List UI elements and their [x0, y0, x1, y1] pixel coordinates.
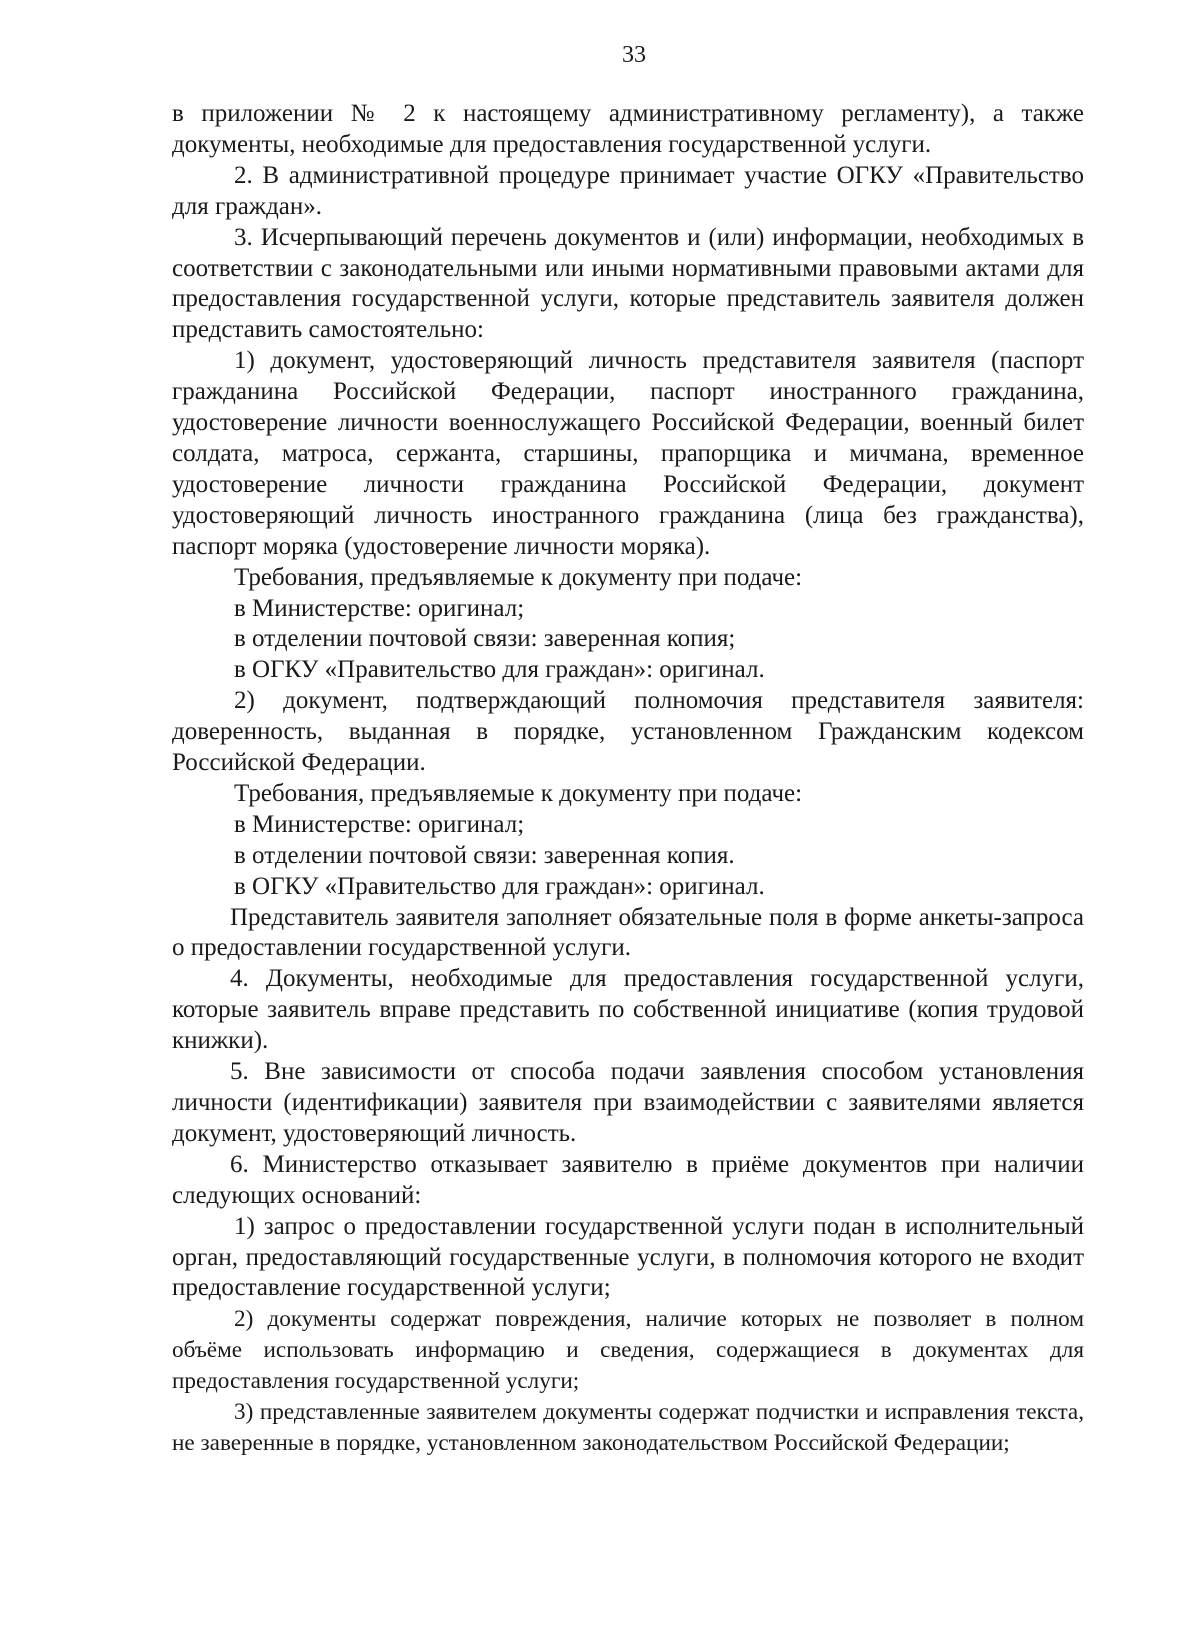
paragraph: 5. Вне зависимости от способа подачи заявления способом установления личности (идентификации) заявителя при взаимодействии с заявителями является документ, удостоверяющий личность.: [172, 1058, 1084, 1147]
paragraph: Представитель заявителя заполняет обязательные поля в форме анкеты-запроса о предоставлении государственной услуги.: [172, 903, 1084, 962]
paragraph: в ОГКУ «Правительство для граждан»: оригинал.: [234, 872, 765, 900]
paragraph: 2. В административной процедуре принимает участие ОГКУ «Правительство для граждан».: [172, 161, 1084, 220]
paragraph: 1) документ, удостоверяющий личность представителя заявителя (паспорт гражданина Российской Федерации, паспорт иностранного гражданина, удостоверение личности военнослужащего Российской Федерации, военный билет солдата, матроса, сержанта, старшины, прапорщика и мичмана, временное удостоверение личности гражданина Российской Федерации, документ удостоверяющий личность иностранного гражданина (лица без гражданства), паспорт моряка (удостоверение личности моряка).: [172, 347, 1084, 560]
document-body: [172, 99, 1084, 1459]
paragraph: в Министерстве: оригинал;: [234, 594, 525, 622]
paragraph: 3) представленные заявителем документы содержат подчистки и исправления текста, не заверенные в порядке, установленном законодательством Российской Федерации;: [172, 1399, 1084, 1456]
paragraph: Требования, предъявляемые к документу при подаче:: [234, 779, 803, 807]
paragraph: в ОГКУ «Правительство для граждан»: оригинал.: [234, 656, 765, 684]
page-number: 33: [622, 42, 646, 68]
paragraph: в приложении № 2 к настоящему административному регламенту), а также документы, необходимые для предоставления государственной услуги.: [172, 100, 1084, 158]
paragraph: Требования, предъявляемые к документу при подаче:: [234, 563, 803, 591]
paragraph: 6. Министерство отказывает заявителю в приёме документов при наличии следующих оснований:: [172, 1150, 1084, 1209]
paragraph: 3. Исчерпывающий перечень документов и (или) информации, необходимых в соответствии с законодательными или иными нормативными правовыми актами для предоставления государственной услуги, которые представитель заявителя должен представить самостоятельно:: [172, 223, 1084, 344]
paragraph: в отделении почтовой связи: заверенная копия;: [234, 625, 736, 653]
paragraph: 2) документ, подтверждающий полномочия представителя заявителя: доверенность, выданная в порядке, установленном Гражданским кодексом Российской Федерации.: [172, 687, 1084, 777]
paragraph: в Министерстве: оригинал;: [234, 810, 525, 838]
paragraph: 1) запрос о предоставлении государственной услуги подан в исполнительный орган, предоставляющий государственные услуги, в полномочия которого не входит предоставление государственной услуги;: [172, 1212, 1084, 1302]
paragraph: 4. Документы, необходимые для предоставления государственной услуги, которые заявитель вправе представить по собственной инициативе (копия трудовой книжки).: [172, 965, 1084, 1055]
paragraph: в отделении почтовой связи: заверенная копия.: [234, 841, 735, 869]
paragraph: 2) документы содержат повреждения, наличие которых не позволяет в полном объёме использовать информацию и сведения, содержащиеся в документах для предоставления государственной услуги;: [172, 1306, 1084, 1395]
